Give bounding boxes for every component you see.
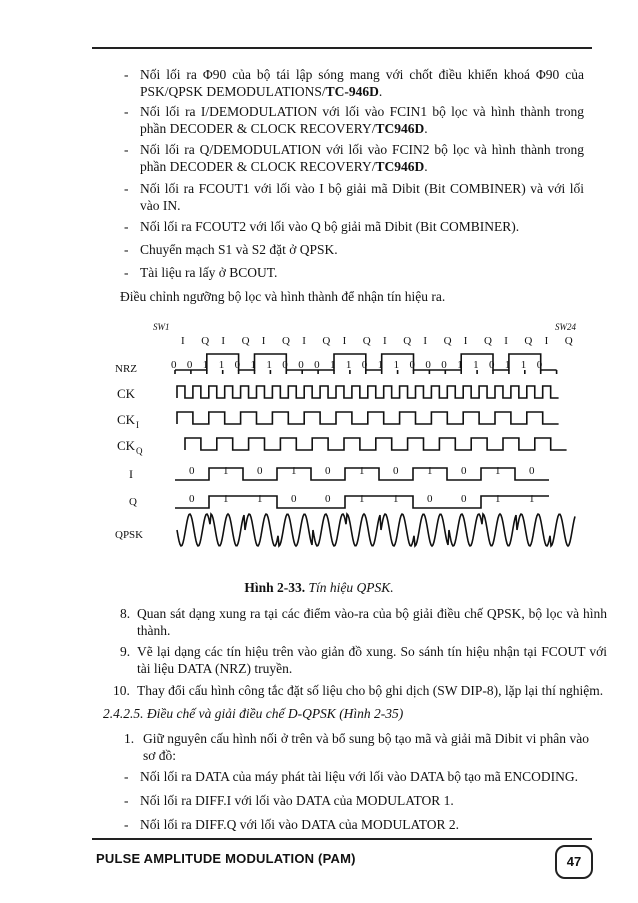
nrz-bit: 0: [298, 359, 304, 371]
i-bit: 0: [189, 465, 195, 477]
nrz-bit: 0: [234, 359, 241, 371]
bullet-text: Nối lối ra FCOUT1 với lối vào I bộ giải mã Dibit (Bit COMBINER) và với lối vào IN.: [140, 181, 584, 213]
iq-label: I: [342, 335, 347, 347]
iq-label: I: [383, 335, 387, 347]
row-label-ckq-sub: Q: [136, 446, 143, 456]
nrz-bit: 0: [425, 359, 431, 371]
item-text: Quan sát dạng xung ra tại các điểm vào-ra của bộ giải điều chế QPSK, bộ lọc và hình thành.: [137, 606, 607, 638]
iq-label: I: [544, 335, 549, 347]
ckq-waveform: [185, 438, 567, 450]
bottom-rule: [92, 838, 592, 840]
iq-label: Q: [322, 335, 331, 347]
top-rule: [92, 47, 592, 49]
bullet-text: Nối lối ra Φ90 của bộ tái lập sóng mang với chốt điều khiển khoá Φ90 của PSK/QPSK DEMODULATIONS/TC-946D.: [140, 67, 584, 99]
q-bit: 1: [495, 493, 501, 505]
nrz-bit: 0: [186, 359, 193, 371]
bullet-text: Nối lối ra FCOUT2 với lối vào Q bộ giải mã Dibit (Bit COMBINER).: [140, 219, 520, 234]
iq-label: I: [261, 335, 266, 347]
bullet-dash: -: [124, 104, 129, 119]
bullet-text: Nối lối ra I/DEMODULATION với lối vào FCIN1 bộ lọc và hình thành trong phần DECODER & CLOCK RECOVERY/TC946D.: [140, 104, 584, 136]
iq-label: Q: [201, 335, 210, 347]
i-bit: 0: [393, 465, 399, 477]
iq-label: I: [463, 335, 468, 347]
bullet-dash: -: [124, 142, 129, 157]
row-label-nrz: NRZ: [115, 363, 137, 375]
nrz-bit: 1: [520, 359, 527, 371]
nrz-bit: 1: [377, 359, 384, 371]
cki-waveform: [177, 412, 559, 424]
i-bit: 1: [291, 465, 297, 477]
i-bit: 1: [223, 465, 229, 477]
row-label-ckq: CK: [117, 438, 136, 453]
item-text: Giữ nguyên cấu hình nối ở trên và bổ sung bộ tạo mã và giải mã Dibit vi phân vào sơ đồ:: [143, 731, 589, 763]
nrz-bit: 0: [409, 359, 415, 371]
iq-label: I: [423, 335, 428, 347]
item-text: Vẽ lại dạng các tín hiệu trên vào giản đồ xung. So sánh tín hiệu nhận tại FCOUT với tài liệu DATA (NRZ) truyền.: [137, 644, 607, 676]
iq-label: Q: [241, 335, 250, 347]
section-heading: 2.4.2.5. Điều chế và giải điều chế D-QPSK (Hình 2-35): [103, 706, 404, 721]
q-bit: 1: [359, 493, 365, 505]
bullet-dash: -: [124, 265, 129, 280]
q-bit: 0: [325, 493, 331, 505]
nrz-bit: 1: [393, 359, 400, 371]
i-bit: 0: [461, 465, 467, 477]
nrz-bit: 1: [504, 359, 511, 371]
iq-label: Q: [564, 335, 573, 347]
row-label-cki-sub: I: [136, 420, 139, 430]
figure-caption: Hình 2-33. Tín hiệu QPSK.: [244, 580, 394, 595]
iq-label: Q: [524, 335, 533, 347]
bullet-dash: -: [124, 242, 129, 257]
bullet-dash: -: [124, 793, 129, 808]
nrz-bit: 0: [314, 359, 320, 371]
sw-start-label: SW1: [153, 322, 170, 332]
iq-label: Q: [282, 335, 290, 347]
qpsk-waveform: [177, 514, 575, 546]
bullet-dash: -: [124, 219, 129, 234]
q-bit: 1: [257, 493, 263, 505]
item-number: 1.: [124, 731, 135, 746]
adjust-paragraph: Điều chỉnh ngưỡng bộ lọc và hình thành để nhận tín hiệu ra.: [120, 289, 446, 304]
bullet-dash: -: [124, 181, 129, 196]
q-bit: 0: [189, 493, 195, 505]
nrz-bit: 1: [457, 359, 463, 371]
row-label-qpsk: QPSK: [115, 529, 144, 541]
iq-label: Q: [484, 335, 492, 347]
bullet-dash: -: [124, 769, 129, 784]
item-text: Thay đổi cấu hình công tắc đặt số liệu cho bộ ghi dịch (SW DIP-8), lặp lại thí nghiệm.: [137, 683, 604, 698]
bullet-text: Nối lối ra DIFF.I với lối vào DATA của MODULATOR 1.: [140, 793, 454, 808]
nrz-bit: 1: [250, 359, 256, 371]
nrz-bit: 0: [489, 359, 495, 371]
iq-label: I: [302, 335, 306, 347]
bullet-dash: -: [124, 67, 129, 82]
row-label-i: I: [129, 467, 133, 481]
nrz-bit: 0: [171, 359, 177, 371]
i-bit: 0: [325, 465, 331, 477]
iq-label: I: [221, 335, 226, 347]
i-bit: 1: [427, 465, 433, 477]
i-bit: 1: [359, 465, 365, 477]
sw-end-label: SW24: [555, 322, 576, 332]
bullet-text: Chuyển mạch S1 và S2 đặt ở QPSK.: [140, 242, 338, 257]
iq-label: Q: [403, 335, 412, 347]
bullet-text: Nối lối ra Q/DEMODULATION với lối vào FCIN2 bộ lọc và hình thành trong phần DECODER & CLOCK RECOVERY/TC946D.: [140, 142, 584, 174]
bullet-dash: -: [124, 817, 129, 832]
i-bit: 0: [257, 465, 263, 477]
nrz-waveform: [175, 354, 557, 370]
iq-label: I: [504, 335, 508, 347]
nrz-bit: 0: [441, 359, 447, 371]
row-label-q: Q: [129, 496, 137, 508]
iq-label: I: [181, 335, 185, 347]
nrz-bit: 0: [361, 359, 368, 371]
footer-title: PULSE AMPLITUDE MODULATION (PAM): [96, 851, 356, 866]
bullet-text: Nối lối ra DIFF.Q với lối vào DATA của MODULATOR 2.: [140, 817, 459, 832]
q-bit: 1: [223, 493, 229, 505]
row-label-ck: CK: [117, 386, 136, 401]
iq-label: Q: [362, 335, 371, 347]
item-number: 9.: [120, 644, 131, 659]
q-bit: 0: [427, 493, 433, 505]
q-bit: 1: [529, 493, 535, 505]
i-bit: 1: [495, 465, 501, 477]
qpsk-timing-diagram: [115, 318, 595, 573]
i-bit: 0: [529, 465, 535, 477]
nrz-bit: 1: [218, 359, 225, 371]
iq-label: Q: [443, 335, 452, 347]
row-label-cki: CK: [117, 412, 136, 427]
nrz-bit: 1: [202, 359, 209, 371]
bullet-text: Tài liệu ra lấy ở BCOUT.: [140, 265, 278, 280]
item-number: 10.: [113, 683, 130, 698]
nrz-bit: 1: [266, 359, 272, 371]
nrz-bit: 1: [473, 359, 479, 371]
nrz-bit: 1: [345, 359, 352, 371]
page-number: 47: [555, 845, 593, 879]
q-bit: 1: [393, 493, 399, 505]
nrz-bit: 0: [536, 359, 543, 371]
q-bit: 0: [461, 493, 467, 505]
nrz-bit: 0: [282, 359, 288, 371]
bullet-text: Nối lối ra DATA của máy phát tài liệu với lối vào DATA bộ tạo mã ENCODING.: [140, 769, 579, 784]
nrz-bit: 1: [330, 359, 336, 371]
q-bit: 0: [291, 493, 297, 505]
ck-waveform: [177, 386, 559, 398]
item-number: 8.: [120, 606, 131, 621]
